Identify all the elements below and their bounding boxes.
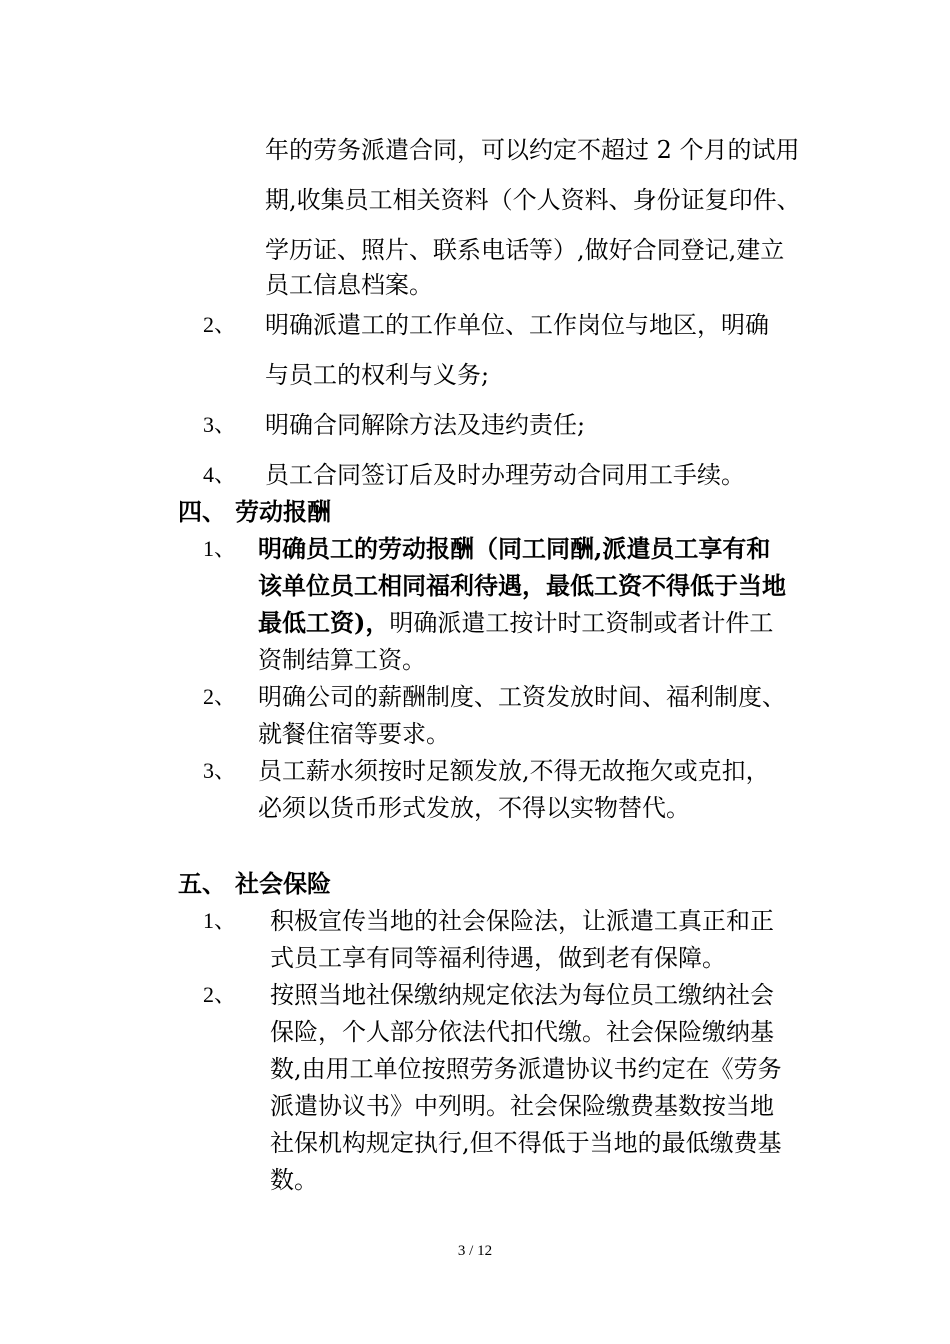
text-line: 年的劳务派遣合同，可以约定不超过 2 个月的试用 [265, 136, 800, 164]
section-heading-number: 四、 [178, 497, 226, 526]
list-item-number: 1、 [203, 908, 237, 933]
list-item-number: 2、 [203, 684, 237, 709]
list-item-text: 资制结算工资。 [258, 646, 426, 674]
list-item-text: 明确员工的劳动报酬（同工同酬,派遣员工享有和 [258, 534, 771, 563]
list-item-number: 2、 [203, 982, 237, 1007]
list-item-text: 数,由用工单位按照劳务派遣协议书约定在《劳务 [270, 1055, 782, 1083]
text-line: 学历证、照片、联系电话等）,做好合同登记,建立 [265, 236, 785, 264]
list-item-text: 社保机构规定执行,但不得低于当地的最低缴费基 [270, 1129, 782, 1157]
list-item-text: 保险，个人部分依法代扣代缴。社会保险缴纳基 [270, 1018, 774, 1046]
list-item-text: 与员工的权利与义务; [265, 361, 490, 389]
list-item-text: 员工合同签订后及时办理劳动合同用工手续。 [265, 461, 745, 489]
list-item-text: 数。 [270, 1166, 318, 1194]
list-item-text [258, 608, 773, 638]
list-item-text: 积极宣传当地的社会保险法，让派遣工真正和正 [270, 907, 774, 935]
list-item-text: 就餐住宿等要求。 [258, 720, 450, 748]
text-line: 期,收集员工相关资料（个人资料、身份证复印件、 [265, 186, 801, 214]
list-item-text: 按照当地社保缴纳规定依法为每位员工缴纳社会 [270, 981, 774, 1009]
list-item-number: 3、 [203, 758, 237, 783]
list-item-text: 必须以货币形式发放，不得以实物替代。 [258, 794, 690, 822]
text-line: 员工信息档案。 [265, 271, 433, 299]
list-item-number: 4、 [203, 462, 237, 487]
list-item-number: 2、 [203, 312, 237, 337]
bold-text: 最低工资)， [258, 608, 390, 637]
page-number: 3 / 12 [457, 1243, 493, 1259]
list-item-text: 明确合同解除方法及违约责任; [265, 411, 586, 439]
section-heading-number: 五、 [178, 869, 226, 898]
list-item-text: 派遣协议书》中列明。社会保险缴费基数按当地 [270, 1092, 774, 1120]
list-item-text: 式员工享有同等福利待遇，做到老有保障。 [270, 944, 726, 972]
list-item-text: 明确派遣工的工作单位、工作岗位与地区，明确 [265, 311, 769, 339]
section-heading: 社会保险 [235, 869, 331, 898]
section-heading: 劳动报酬 [235, 497, 331, 526]
list-item-number: 3、 [203, 412, 237, 437]
list-item-text: 明确公司的薪酬制度、工资发放时间、福利制度、 [258, 683, 786, 711]
list-item-text: 该单位员工相同福利待遇，最低工资不得低于当地 [258, 571, 786, 600]
plain-text: 明确派遣工按计时工资制或者计件工 [389, 609, 774, 637]
list-item-text: 员工薪水须按时足额发放,不得无故拖欠或克扣， [258, 757, 770, 785]
list-item-number: 1、 [203, 536, 237, 561]
